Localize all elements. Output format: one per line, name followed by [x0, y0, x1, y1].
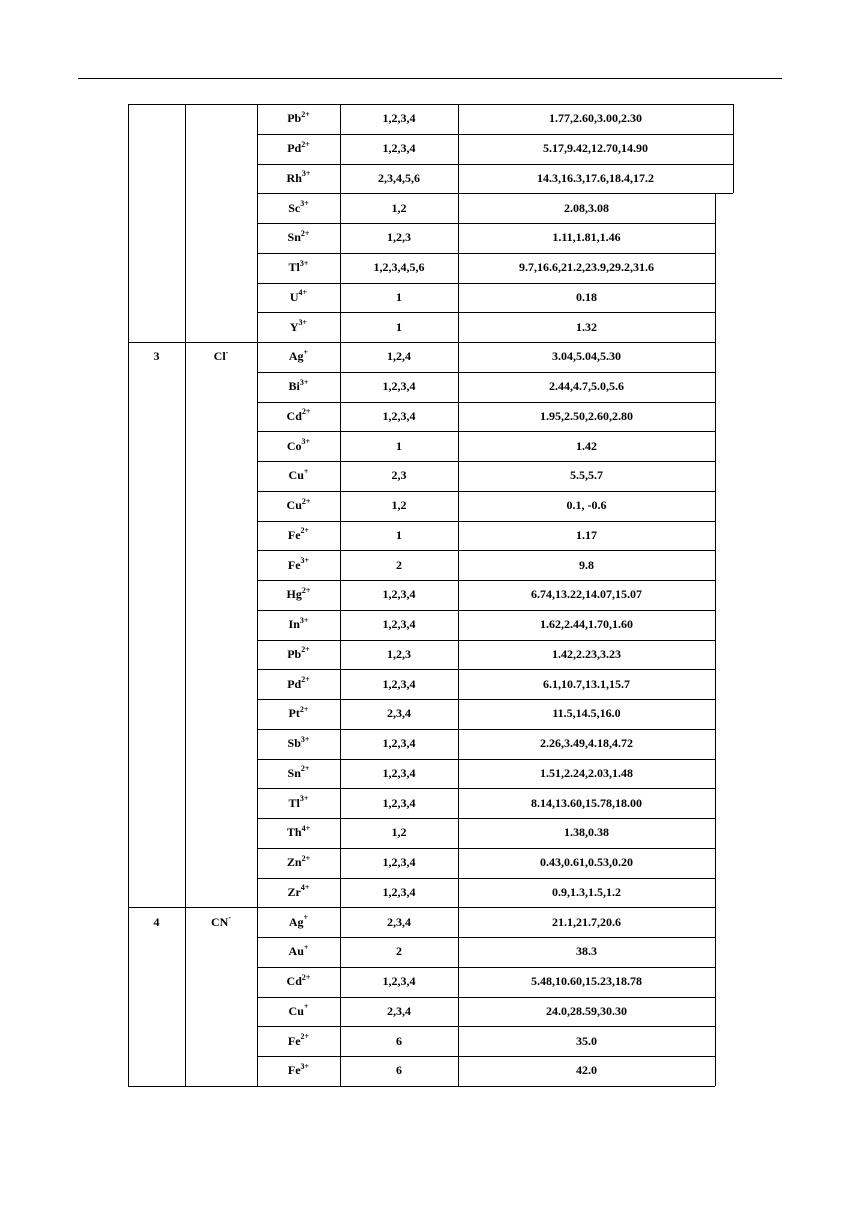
metal-ion-symbol: Tl — [288, 795, 300, 810]
coordination-number — [340, 997, 458, 1027]
coordination-number-text: 1,2,3,4 — [382, 765, 416, 780]
log-beta — [458, 997, 715, 1027]
metal-ion-charge: + — [303, 942, 309, 952]
coordination-number-text: 1 — [396, 438, 402, 453]
log-beta-text: 2.08,3.08 — [564, 200, 609, 215]
metal-ion-formula — [289, 706, 309, 721]
metal-ion — [257, 461, 340, 491]
coordination-number — [340, 104, 458, 134]
metal-ion — [257, 640, 340, 670]
log-beta-text: 6.1,10.7,13.1,15.7 — [543, 676, 630, 691]
col-border — [257, 104, 258, 1086]
log-beta — [458, 1056, 715, 1086]
coordination-number-text: 1,2,3,4 — [382, 855, 416, 870]
metal-ion-charge: + — [303, 1002, 309, 1012]
metal-ion-symbol: Cu — [288, 1003, 304, 1018]
log-beta — [458, 550, 715, 580]
log-beta-text: 14.3,16.3,17.6,18.4,17.2 — [537, 170, 654, 185]
log-beta-text: 11.5,14.5,16.0 — [552, 706, 621, 721]
log-beta — [458, 461, 715, 491]
metal-ion — [257, 431, 340, 461]
metal-ion-symbol: Cu — [286, 498, 302, 513]
coordination-number-text: 1,2,3 — [387, 646, 411, 661]
log-beta — [458, 193, 715, 223]
metal-ion — [257, 550, 340, 580]
metal-ion-formula — [287, 587, 311, 602]
ligand — [185, 104, 257, 134]
coordination-number-text: 1,2 — [391, 498, 407, 513]
coordination-number — [340, 312, 458, 342]
ligand-formula — [211, 915, 231, 930]
metal-ion-charge: 3+ — [300, 734, 310, 744]
coordination-number — [340, 164, 458, 194]
coordination-number — [340, 342, 458, 372]
coordination-number-text: 2,3,4 — [387, 914, 411, 929]
metal-ion-symbol: Zr — [287, 884, 301, 899]
metal-ion-charge: 2+ — [300, 228, 310, 238]
coordination-number-text: 1,2 — [391, 825, 407, 840]
log-beta — [458, 253, 715, 283]
coordination-number — [340, 223, 458, 253]
metal-ion-formula — [290, 320, 307, 335]
metal-ion-symbol: Pd — [287, 141, 302, 156]
log-beta — [458, 134, 733, 164]
metal-ion — [257, 223, 340, 253]
metal-ion — [257, 759, 340, 789]
metal-ion-formula — [288, 230, 310, 245]
coordination-number — [340, 402, 458, 432]
ligand — [185, 342, 257, 372]
metal-ion — [257, 878, 340, 908]
log-beta-text: 5.5,5.7 — [570, 468, 603, 483]
col-border — [128, 104, 129, 1086]
coordination-number-text: 2,3,4,5,6 — [378, 170, 420, 185]
metal-ion-symbol: Sn — [287, 230, 301, 245]
log-beta — [458, 283, 715, 313]
metal-ion-symbol: Au — [288, 944, 304, 959]
log-beta — [458, 907, 715, 937]
metal-ion-symbol: Fe — [287, 557, 301, 572]
coordination-number — [340, 193, 458, 223]
metal-ion-symbol: Hg — [286, 587, 302, 602]
metal-ion — [257, 699, 340, 729]
coordination-number — [340, 1026, 458, 1056]
metal-ion-formula — [288, 1063, 309, 1078]
coordination-number — [340, 283, 458, 313]
metal-ion-formula — [288, 736, 310, 751]
coordination-number-text: 1,2,4 — [387, 349, 411, 364]
metal-ion-symbol: Co — [286, 438, 302, 453]
metal-ion-symbol: Tl — [288, 260, 300, 275]
log-beta-text: 2.44,4.7,5.0,5.6 — [549, 379, 624, 394]
ligand-charge: - — [225, 347, 229, 357]
metal-ion-charge: 4+ — [301, 823, 311, 833]
coordination-number-text: 1 — [396, 319, 402, 334]
metal-ion-formula — [289, 915, 308, 930]
metal-ion — [257, 134, 340, 164]
metal-ion-charge: 2+ — [301, 645, 310, 655]
metal-ion-formula — [289, 260, 309, 275]
metal-ion-formula — [290, 290, 307, 305]
ligand-charge: - — [228, 913, 231, 923]
metal-ion-symbol: Cu — [288, 468, 304, 483]
header-rule — [78, 78, 782, 79]
log-beta — [458, 521, 715, 551]
metal-ion — [257, 788, 340, 818]
metal-ion — [257, 848, 340, 878]
metal-ion-charge: 2+ — [301, 675, 310, 685]
metal-ion-charge: 2+ — [301, 853, 311, 863]
group-number-text: 3 — [153, 349, 160, 364]
metal-ion-charge: 3+ — [300, 556, 310, 566]
metal-ion-charge: 3+ — [299, 615, 309, 625]
ligand-symbol: CN — [210, 914, 229, 929]
coordination-number-text: 1,2,3,4 — [382, 795, 416, 810]
metal-ion-formula — [287, 498, 311, 513]
log-beta-text: 38.3 — [576, 944, 597, 959]
metal-ion — [257, 312, 340, 342]
metal-ion-charge: 4+ — [298, 288, 308, 298]
log-beta-text: 0.43,0.61,0.53,0.20 — [540, 855, 633, 870]
metal-ion — [257, 907, 340, 937]
metal-ion-symbol: Rh — [286, 170, 302, 185]
metal-ion-symbol: Cd — [286, 974, 302, 989]
metal-ion-formula — [287, 439, 310, 454]
metal-ion — [257, 610, 340, 640]
metal-ion — [257, 372, 340, 402]
metal-ion-formula — [288, 885, 310, 900]
table-bottom-border — [128, 1086, 715, 1087]
metal-ion-symbol: Pd — [287, 676, 302, 691]
metal-ion-formula — [287, 825, 310, 840]
coordination-number-text: 1,2,3,4 — [382, 408, 416, 423]
metal-ion — [257, 818, 340, 848]
metal-ion-symbol: Pt — [288, 706, 300, 721]
metal-ion-symbol: Bi — [288, 379, 300, 394]
metal-ion-symbol: Sn — [287, 765, 301, 780]
log-beta-text: 1.38,0.38 — [564, 825, 609, 840]
coordination-number-text: 6 — [396, 1033, 402, 1048]
metal-ion — [257, 193, 340, 223]
log-beta-text: 1.51,2.24,2.03,1.48 — [540, 765, 633, 780]
coordination-number-text: 1 — [396, 289, 402, 304]
log-beta — [458, 1026, 715, 1056]
coordination-number — [340, 521, 458, 551]
log-beta-text: 1.42 — [576, 438, 597, 453]
log-beta-text: 0.18 — [576, 289, 597, 304]
metal-ion — [257, 729, 340, 759]
log-beta-text: 5.48,10.60,15.23,18.78 — [531, 974, 642, 989]
metal-ion-symbol: In — [288, 617, 300, 632]
coordination-number — [340, 1056, 458, 1086]
log-beta — [458, 580, 715, 610]
coordination-number-text: 1,2,3 — [387, 230, 411, 245]
metal-ion-formula — [288, 528, 309, 543]
coordination-number-text: 2,3,4 — [387, 706, 411, 721]
metal-ion-symbol: Sc — [288, 200, 301, 215]
coordination-number-text: 1,2,3,4 — [382, 617, 416, 632]
metal-ion — [257, 1026, 340, 1056]
coordination-number-text: 6 — [396, 1063, 402, 1078]
group-number — [128, 907, 185, 937]
coordination-number — [340, 848, 458, 878]
metal-ion — [257, 402, 340, 432]
metal-ion-formula — [289, 617, 309, 632]
metal-ion-symbol: Sb — [287, 736, 301, 751]
group-number — [128, 104, 185, 134]
metal-ion — [257, 253, 340, 283]
log-beta-text: 1.62,2.44,1.70,1.60 — [540, 617, 633, 632]
log-beta — [458, 431, 715, 461]
log-beta-text: 21.1,21.7,20.6 — [552, 914, 621, 929]
metal-ion-charge: 2+ — [301, 496, 311, 506]
log-beta — [458, 788, 715, 818]
col-border — [715, 193, 716, 1086]
coordination-number-text: 2,3 — [391, 468, 407, 483]
metal-ion-charge: 3+ — [301, 437, 311, 447]
metal-ion-formula — [288, 1034, 309, 1049]
metal-ion-charge: 2+ — [299, 704, 309, 714]
log-beta — [458, 402, 715, 432]
metal-ion — [257, 967, 340, 997]
metal-ion-formula — [289, 468, 309, 483]
metal-ion-formula — [287, 409, 311, 424]
log-beta-text: 1.17 — [576, 527, 597, 542]
metal-ion — [257, 937, 340, 967]
coordination-number — [340, 699, 458, 729]
metal-ion — [257, 669, 340, 699]
log-beta — [458, 610, 715, 640]
metal-ion — [257, 521, 340, 551]
col-border — [185, 104, 186, 1086]
metal-ion — [257, 580, 340, 610]
metal-ion-symbol: U — [289, 289, 299, 304]
metal-ion-charge: 3+ — [298, 318, 308, 328]
metal-ion-charge: 2+ — [301, 407, 311, 417]
metal-ion-formula — [288, 766, 310, 781]
log-beta — [458, 491, 715, 521]
metal-ion-charge: 3+ — [301, 169, 311, 179]
coordination-number — [340, 610, 458, 640]
metal-ion-symbol: Pb — [287, 646, 302, 661]
metal-ion-charge: 3+ — [299, 794, 309, 804]
coordination-number — [340, 818, 458, 848]
metal-ion-charge: 2+ — [301, 972, 311, 982]
coordination-number — [340, 253, 458, 283]
coordination-number-text: 1,2,3,4 — [382, 974, 416, 989]
coordination-number-text: 1,2,3,4,5,6 — [373, 260, 425, 275]
metal-ion — [257, 342, 340, 372]
metal-ion-formula — [287, 677, 310, 692]
coordination-number — [340, 907, 458, 937]
log-beta — [458, 342, 715, 372]
metal-ion-formula — [287, 111, 310, 126]
ligand-formula — [214, 349, 229, 364]
metal-ion-charge: 2+ — [300, 1032, 310, 1042]
metal-ion-formula — [289, 944, 309, 959]
log-beta — [458, 669, 715, 699]
coordination-number — [340, 134, 458, 164]
metal-ion-symbol: Fe — [287, 1033, 301, 1048]
col-border — [340, 104, 341, 1086]
coordination-number-text: 1,2,3,4 — [382, 676, 416, 691]
metal-ion-charge: 2+ — [300, 526, 310, 536]
coordination-number-text: 1,2,3,4 — [382, 884, 416, 899]
ligand — [185, 907, 257, 937]
log-beta-text: 1.77,2.60,3.00,2.30 — [549, 111, 642, 126]
log-beta — [458, 759, 715, 789]
log-beta — [458, 164, 733, 194]
log-beta-text: 0.1, -0.6 — [566, 498, 607, 513]
log-beta-text: 35.0 — [576, 1033, 597, 1048]
metal-ion — [257, 283, 340, 313]
group-number-text: 4 — [153, 914, 160, 929]
metal-ion-symbol: Pb — [287, 111, 302, 126]
coordination-number-text: 1,2,3,4 — [382, 736, 416, 751]
coordination-number — [340, 461, 458, 491]
log-beta-text: 8.14,13.60,15.78,18.00 — [531, 795, 642, 810]
log-beta-text: 1.42,2.23,3.23 — [552, 646, 621, 661]
log-beta-text: 42.0 — [576, 1063, 597, 1078]
metal-ion-formula — [287, 855, 310, 870]
log-beta-text: 3.04,5.04,5.30 — [552, 349, 621, 364]
metal-ion-formula — [287, 141, 310, 156]
coordination-number-text: 2 — [396, 557, 402, 572]
log-beta — [458, 312, 715, 342]
coordination-number-text: 1 — [396, 527, 402, 542]
metal-ion-formula — [288, 558, 309, 573]
metal-ion-charge: 2+ — [301, 139, 310, 149]
metal-ion-symbol: Ag — [288, 914, 304, 929]
log-beta — [458, 640, 715, 670]
group-number — [128, 342, 185, 372]
metal-ion — [257, 164, 340, 194]
metal-ion — [257, 104, 340, 134]
metal-ion-formula — [289, 349, 308, 364]
log-beta — [458, 937, 715, 967]
metal-ion — [257, 1056, 340, 1086]
metal-ion — [257, 491, 340, 521]
metal-ion-charge: 2+ — [301, 109, 310, 119]
coordination-number-text: 1,2,3,4 — [382, 379, 416, 394]
coordination-number — [340, 550, 458, 580]
metal-ion-formula — [287, 974, 311, 989]
log-beta — [458, 223, 715, 253]
coordination-number — [340, 431, 458, 461]
coordination-number — [340, 580, 458, 610]
metal-ion-charge: 2+ — [300, 764, 310, 774]
coordination-number-text: 1,2,3,4 — [382, 141, 416, 156]
log-beta-text: 9.7,16.6,21.2,23.9,29.2,31.6 — [519, 260, 654, 275]
coordination-number-text: 1,2,3,4 — [382, 111, 416, 126]
log-beta-text: 1.95,2.50,2.60,2.80 — [540, 408, 633, 423]
metal-ion-symbol: Ag — [288, 349, 304, 364]
metal-ion-symbol: Fe — [287, 1063, 301, 1078]
metal-ion-charge: 3+ — [299, 258, 309, 268]
coordination-number-text: 1,2,3,4 — [382, 587, 416, 602]
metal-ion-symbol: Fe — [287, 527, 301, 542]
log-beta-text: 24.0,28.59,30.30 — [546, 1003, 627, 1018]
metal-ion-charge: 3+ — [300, 199, 309, 209]
col-border-wide — [733, 104, 734, 193]
log-beta — [458, 104, 733, 134]
coordination-number-text: 2 — [396, 944, 402, 959]
coordination-number — [340, 729, 458, 759]
ligand-symbol: Cl — [213, 349, 226, 364]
col-border — [458, 104, 459, 1086]
metal-ion-charge: 4+ — [300, 883, 310, 893]
metal-ion-symbol: Cd — [286, 408, 302, 423]
metal-ion-formula — [287, 171, 311, 186]
metal-ion-formula — [289, 379, 309, 394]
log-beta-text: 0.9,1.3,1.5,1.2 — [552, 884, 621, 899]
coordination-number — [340, 878, 458, 908]
coordination-number — [340, 640, 458, 670]
metal-ion-charge: + — [303, 466, 309, 476]
coordination-number — [340, 788, 458, 818]
log-beta — [458, 372, 715, 402]
metal-ion-formula — [287, 647, 310, 662]
coordination-number — [340, 669, 458, 699]
coordination-number-text: 2,3,4 — [387, 1003, 411, 1018]
log-beta-text: 9.8 — [579, 557, 594, 572]
metal-ion-formula — [289, 1004, 309, 1019]
log-beta — [458, 699, 715, 729]
log-beta-text: 1.11,1.81,1.46 — [552, 230, 621, 245]
log-beta-text: 2.26,3.49,4.18,4.72 — [540, 736, 633, 751]
metal-ion-symbol: Y — [289, 319, 299, 334]
metal-ion-formula — [288, 201, 309, 216]
metal-ion-symbol: Zn — [286, 855, 302, 870]
coordination-number-text: 1,2 — [391, 200, 407, 215]
metal-ion-charge: 3+ — [300, 1061, 310, 1071]
metal-ion-charge: 2+ — [301, 585, 311, 595]
log-beta — [458, 848, 715, 878]
log-beta-text: 6.74,13.22,14.07,15.07 — [531, 587, 642, 602]
metal-ion-symbol: Th — [286, 825, 302, 840]
log-beta — [458, 967, 715, 997]
log-beta-text: 5.17,9.42,12.70,14.90 — [543, 141, 648, 156]
coordination-number — [340, 937, 458, 967]
metal-ion-charge: 3+ — [299, 377, 309, 387]
coordination-number — [340, 759, 458, 789]
coordination-number — [340, 967, 458, 997]
metal-ion-formula — [289, 796, 309, 811]
metal-ion — [257, 997, 340, 1027]
metal-ion-charge: + — [303, 347, 309, 357]
log-beta — [458, 818, 715, 848]
coordination-number — [340, 372, 458, 402]
log-beta — [458, 729, 715, 759]
log-beta-text: 1.32 — [576, 319, 597, 334]
coordination-number — [340, 491, 458, 521]
metal-ion-charge: + — [303, 913, 309, 923]
log-beta — [458, 878, 715, 908]
